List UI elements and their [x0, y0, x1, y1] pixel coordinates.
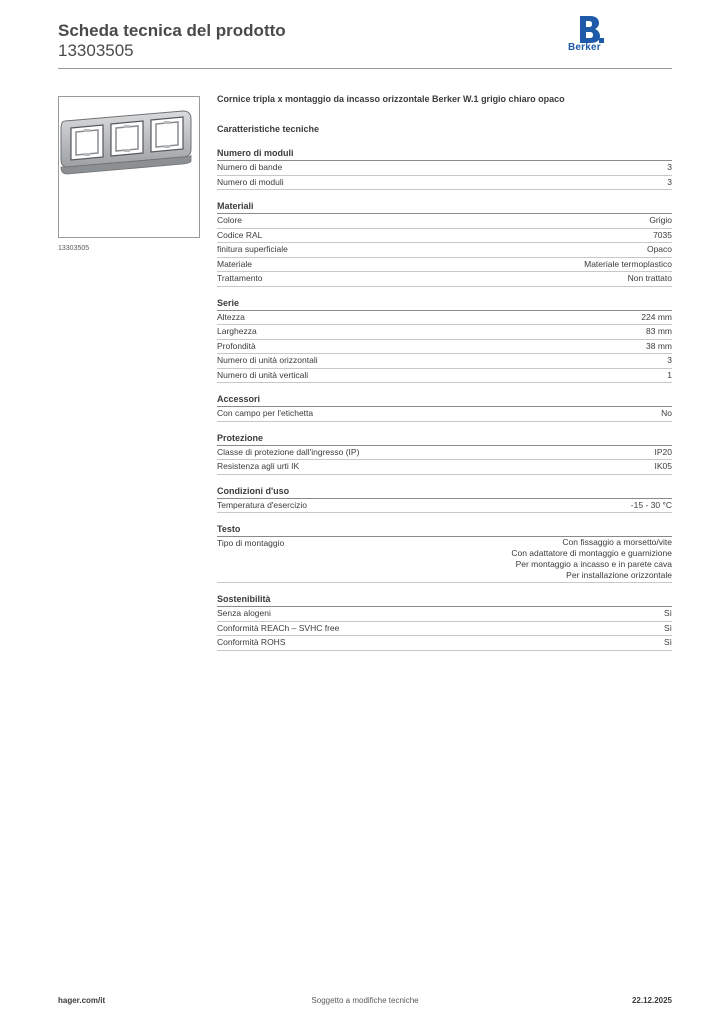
section-series — [217, 296, 672, 384]
spec-label: Con campo per l'etichetta — [217, 408, 314, 418]
spec-label: Senza alogeni — [217, 608, 271, 618]
spec-label: Numero di unità orizzontali — [217, 355, 318, 365]
spec-value: Con adattatore di montaggio e guarnizione — [511, 548, 672, 558]
spec-label: Trattamento — [217, 273, 263, 283]
spec-row — [217, 537, 672, 583]
spec-row — [217, 258, 672, 273]
spec-value: Per montaggio a incasso e in parete cava — [515, 559, 672, 569]
image-caption: 13303505 — [58, 245, 90, 252]
section-title: Sostenibilità — [217, 592, 672, 607]
spec-label: Conformità ROHS — [217, 637, 286, 647]
spec-label: Classe di protezione dall'ingresso (IP) — [217, 446, 360, 457]
spec-row — [217, 272, 672, 287]
triple-frame-illustration — [59, 97, 199, 237]
spec-label: Resistenza agli urti IK — [217, 461, 300, 471]
spec-label: Materiale — [217, 258, 252, 269]
spec-row — [217, 622, 672, 637]
spec-row — [217, 636, 672, 651]
section-title: Accessori — [217, 392, 672, 407]
spec-label: Numero di unità verticali — [217, 369, 309, 380]
product-name: Cornice tripla x montaggio da incasso orizzontale Berker W.1 grigio chiaro opaco — [217, 94, 565, 104]
spec-value: Opaco — [646, 244, 672, 254]
spec-value: Sì — [663, 637, 672, 647]
spec-row — [217, 325, 672, 340]
section-title: Serie — [217, 296, 672, 311]
spec-value: IP20 — [654, 446, 672, 457]
spec-row — [217, 311, 672, 326]
spec-row — [217, 229, 672, 244]
spec-label: Codice RAL — [217, 229, 263, 240]
page-header — [58, 20, 672, 69]
spec-label: Conformità REACh – SVHC free — [217, 622, 340, 633]
spec-value: -15 - 30 °C — [630, 499, 672, 510]
spec-row — [217, 354, 672, 369]
section-text — [217, 522, 672, 583]
footer-note: Soggetto a modifiche tecniche — [311, 996, 419, 1005]
section-accessories — [217, 392, 672, 422]
spec-row — [217, 243, 672, 258]
header-divider — [58, 68, 672, 69]
spec-label: Temperatura d'esercizio — [217, 499, 307, 510]
section-title: Condizioni d'uso — [217, 484, 672, 499]
spec-value: Sì — [663, 622, 672, 633]
spec-value: 7035 — [653, 229, 672, 240]
section-sustainability — [217, 592, 672, 651]
spec-row — [217, 340, 672, 355]
spec-row — [217, 161, 672, 176]
spec-value: 83 mm — [646, 326, 672, 336]
spec-value: Non trattato — [627, 273, 672, 283]
spec-value: Per installazione orizzontale — [566, 570, 672, 580]
brand-logo-text: Berker — [568, 42, 601, 53]
spec-value: 3 — [667, 162, 672, 172]
document-title: Scheda tecnica del prodotto — [58, 21, 286, 40]
product-datasheet — [217, 92, 672, 660]
spec-row — [217, 407, 672, 422]
spec-row — [217, 446, 672, 461]
page-footer — [58, 996, 672, 1010]
spec-row — [217, 460, 672, 475]
spec-value: 1 — [667, 369, 672, 380]
section-usage-conditions — [217, 484, 672, 514]
spec-row — [217, 369, 672, 384]
spec-row — [217, 607, 672, 622]
spec-value-list — [511, 537, 672, 581]
spec-label: finitura superficiale — [217, 244, 288, 254]
section-title: Protezione — [217, 431, 672, 446]
section-title: Numero di moduli — [217, 146, 672, 161]
spec-value: Grigio — [649, 215, 672, 225]
spec-label: Altezza — [217, 311, 245, 322]
spec-label: Profondità — [217, 340, 256, 351]
spec-label: Colore — [217, 215, 243, 225]
spec-row — [217, 499, 672, 514]
features-heading: Caratteristiche tecniche — [217, 124, 320, 134]
section-protection — [217, 431, 672, 475]
spec-value: 3 — [667, 176, 672, 187]
section-materials — [217, 199, 672, 287]
spec-label: Numero di bande — [217, 162, 283, 172]
spec-row — [217, 176, 672, 191]
spec-value: 38 mm — [646, 340, 672, 351]
footer-website-link[interactable]: hager.com/it — [58, 996, 106, 1005]
section-title: Materiali — [217, 199, 672, 214]
spec-value: Sì — [663, 608, 672, 618]
spec-label: Tipo di montaggio — [217, 538, 285, 548]
spec-value: IK05 — [654, 461, 672, 471]
spec-value: No — [661, 408, 672, 418]
spec-label: Larghezza — [217, 326, 257, 336]
spec-value: 3 — [667, 355, 672, 365]
section-title: Testo — [217, 522, 672, 537]
spec-value: Materiale termoplastico — [584, 258, 672, 269]
product-image — [58, 96, 200, 238]
section-modules — [217, 146, 672, 190]
spec-label: Numero di moduli — [217, 176, 284, 187]
footer-date: 22.12.2025 — [631, 996, 672, 1005]
spec-value: 224 mm — [641, 311, 672, 322]
product-number: 13303505 — [58, 41, 134, 60]
spec-row — [217, 214, 672, 229]
brand-logo — [568, 16, 608, 56]
spec-value: Con fissaggio a morsetto/vite — [562, 537, 672, 547]
